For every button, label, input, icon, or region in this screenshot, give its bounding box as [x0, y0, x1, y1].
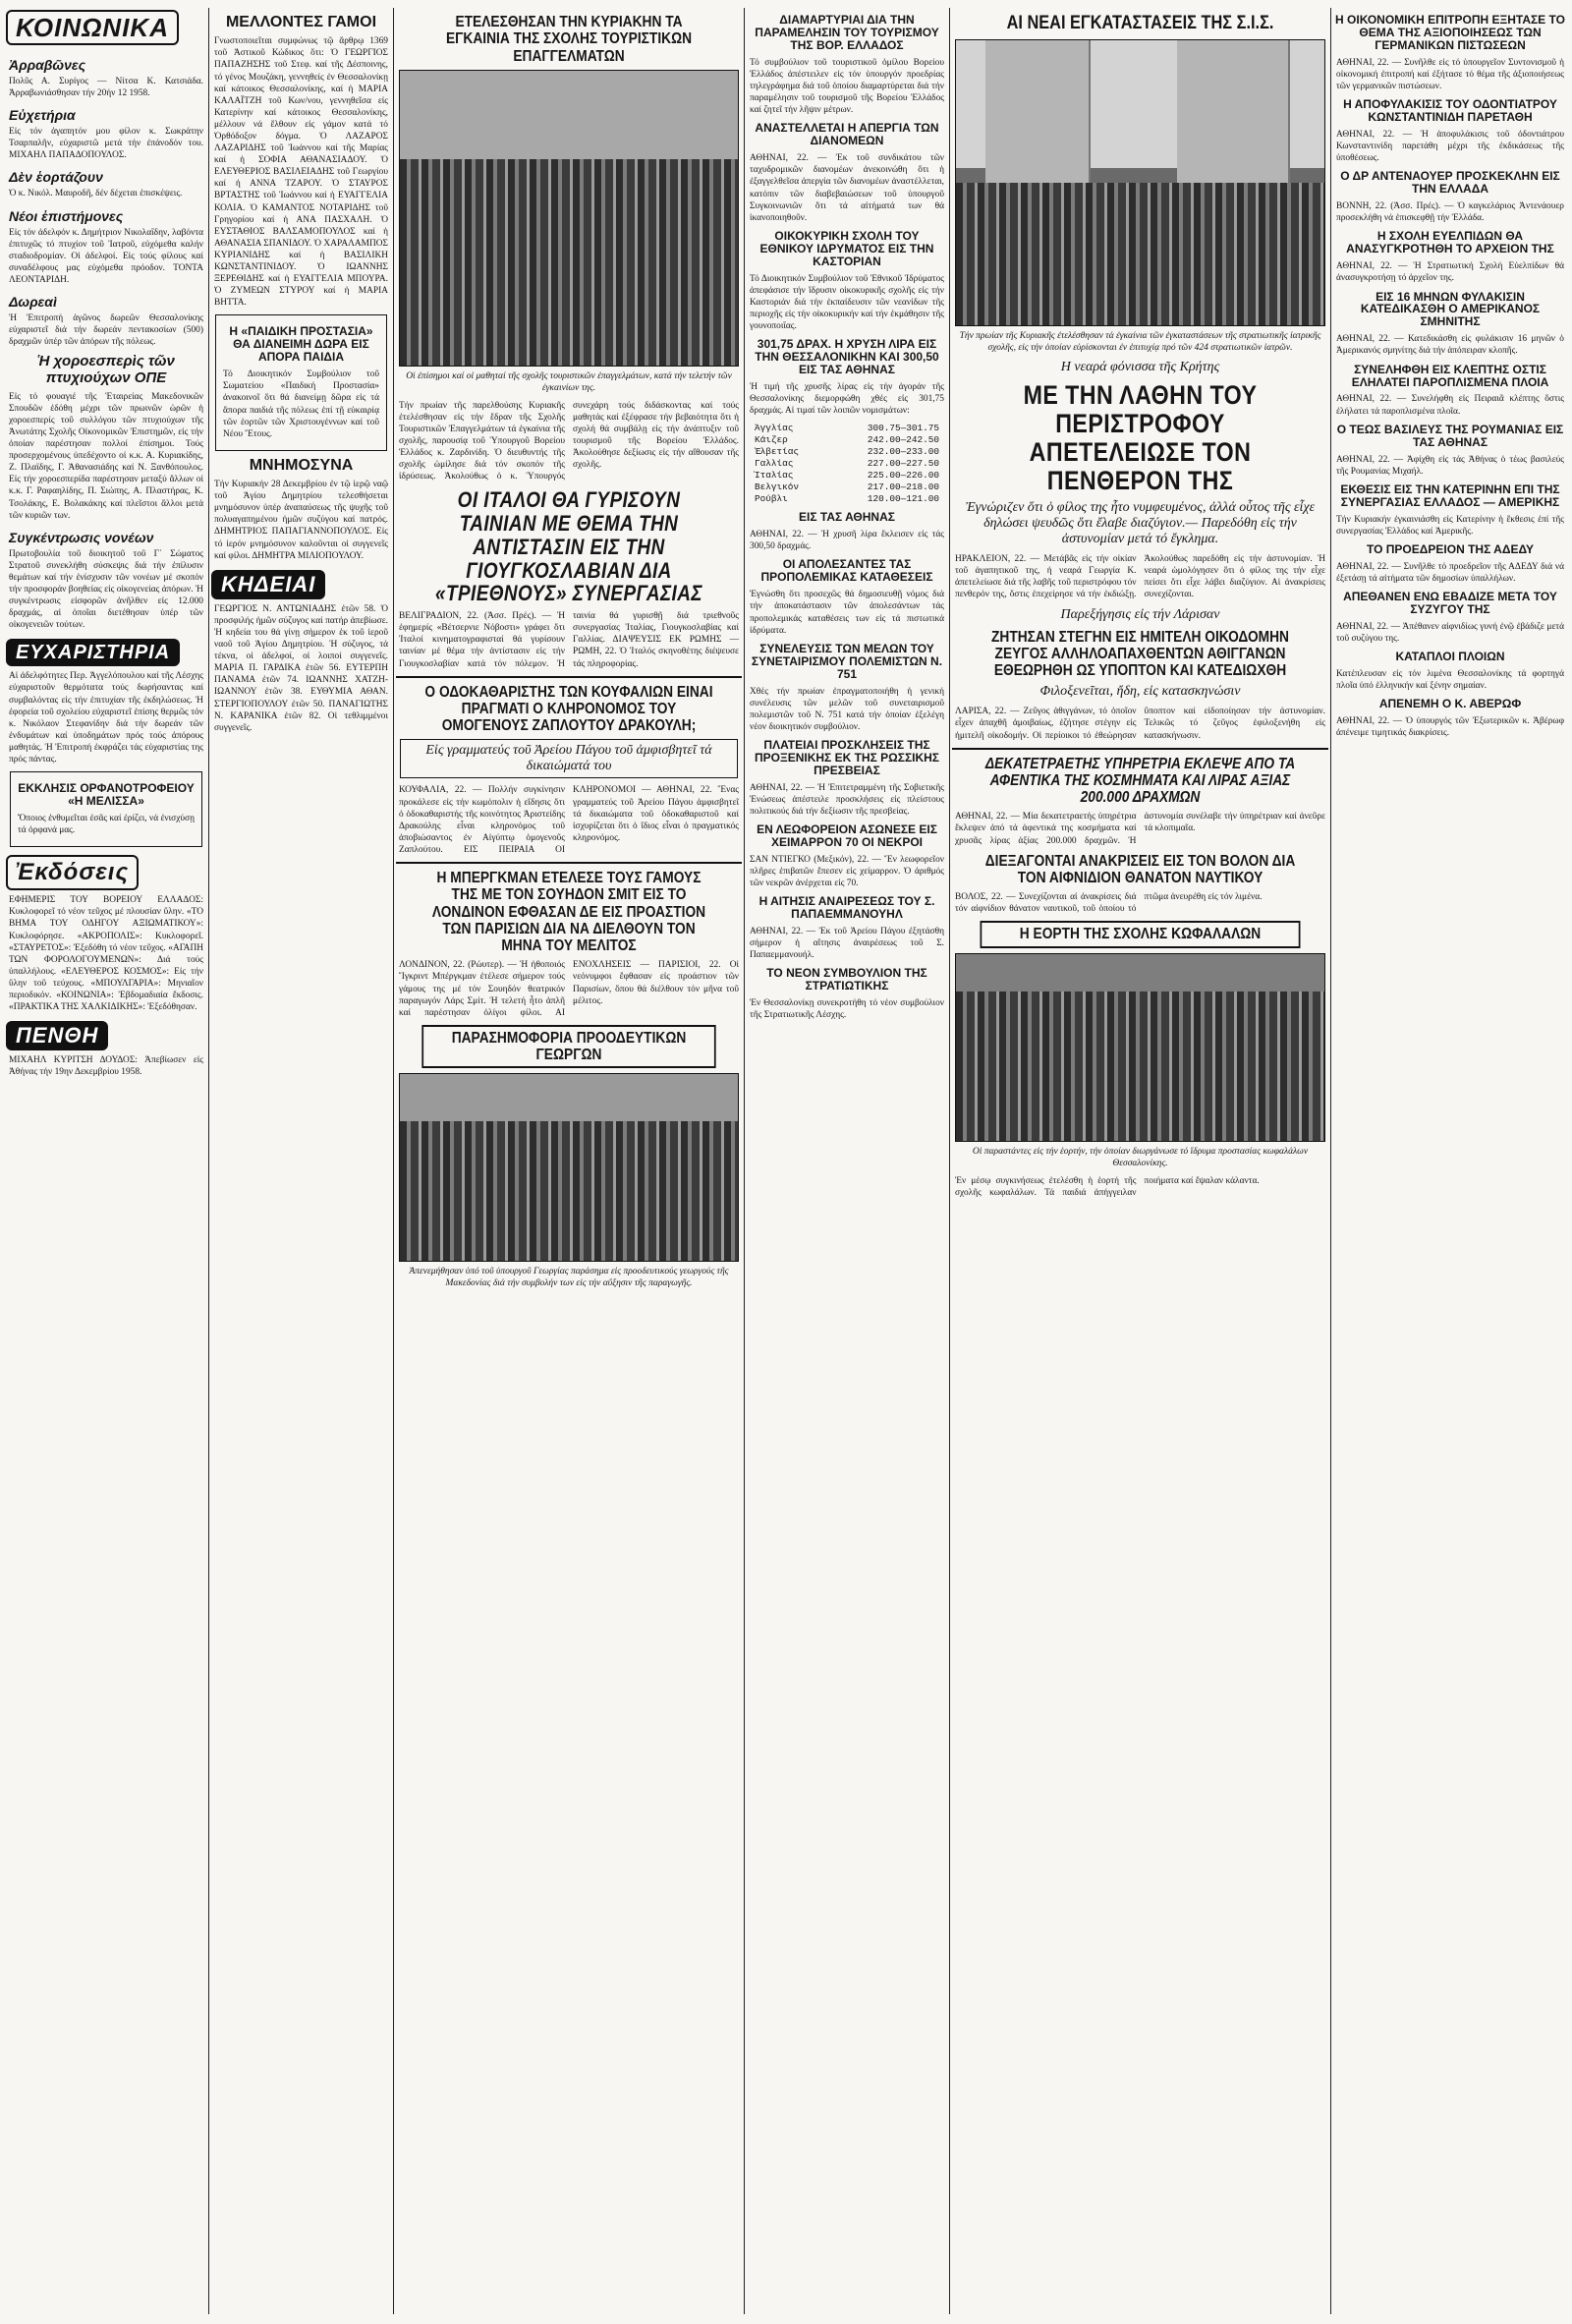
heading-appeal: Η ΑΙΤΗΣΙΣ ΑΝΑΙΡΕΣΕΩΣ ΤΟΥ Σ. ΠΑΠΑΕΜΜΑΝΟΥΗΛ: [758, 894, 935, 922]
text-dance: Εἰς τό φουαγιέ τῆς Ἑταιρείας Μακεδονικῶν Σπουδῶν ἐδόθη μέχρι τῶν πρωινῶν ὡρῶν ἡ χοροεσπερίς τοῦ συλλόγου τῶν πτυχιούχων τῆς Ἀνωτάτης Σχολῆς Οἰκονομικῶν Ἐπιστημῶν, εἰς τήν ὁποίαν παρέστησαν πολλοί ἐπίσημοι. Τούς προσερχομένους ὑπεδέχοντο οἱ κ.κ. Α. Κυριακίδης, Ζ. Πλαϊδης, Γ. Ἀθανασιάδης καί Ν. Ξανθόπουλος. Εἰς τήν χοροεσπερίδα παρέστησαν μεταξύ ἄλλων οἱ κ.κ. Γ. Ραφαηλίδης, Π. Σιώπης, Α. Πλαστήρας, Κ. Τσολάκης, Ε. Βολακάκης καί πλεῖστοι ἄλλοι μετά τῶν κυριῶν των.: [9, 391, 203, 521]
text-ships: Κατέπλευσαν εἰς τόν λιμένα Θεσσαλονίκης τά φορτηγά πλοῖα ὑπό ἑλληνικήν καί ξένην σημαίαν.: [1336, 669, 1564, 692]
currency-row: Ἰταλίας 225.00—226.00: [755, 470, 939, 482]
text-engagements: Πολῦς Α. Συρίγος — Νίτσα Κ. Κατσιάδα. Ἀρραβωνιάσθησαν τήν 20ήν 12 1958.: [9, 77, 203, 99]
text-thief: ΑΘΗΝΑΙ, 22. — Συνελήφθη εἰς Πειραιᾶ κλέπτης ὅστις ἐλήλατει τά παροπλισμένα πλοῖα.: [1336, 394, 1564, 417]
text-wishes: Εἰς τόν ἀγαπητόν μου φίλον κ. Σωκράτην Τσαρπαλῆν, εὐχαριστῶ μετά τήν ἐπάνοδόν του. ΜΙΧΑΗΛ ΠΑΠΑΔΟΠΟΥΛΟΣ.: [9, 127, 203, 161]
heading-memorials: ΜΝΗΜΟΣΥΝΑ: [249, 456, 354, 474]
caption-farmers: Ἀπενεμήθησαν ὑπό τοῦ ὑπουργοῦ Γεωργίας παράσημα εἰς προοδευτικούς γεωργούς τῆς Μακεδονίας διά τήν συμβολήν των εἰς τήν αὔξησιν τῆς παραγωγῆς.: [409, 1267, 729, 1289]
heading-sis: ΑΙ ΝΕΑΙ ΕΓΚΑΤΑΣΤΑΣΕΙΣ ΤΗΣ Σ.Ι.Σ.: [1006, 13, 1274, 33]
text-cadets: ΑΘΗΝΑΙ, 22. — Ἡ Στρατιωτική Σχολή Εὐελπίδων θά ἀνασυγκροτήσῃ τό ἀρχεῖον της.: [1336, 261, 1564, 284]
heading-thief: ΣΥΝΕΛΗΦΘΗ ΕΙΣ ΚΛΕΠΤΗΣ ΟΣΤΙΣ ΕΛΗΛΑΤΕΙ ΠΑΡΟΠΛΙΣΜΕΝΑ ΠΛΟΙΑ: [1351, 362, 1549, 389]
text-not-celebrating: Ὁ κ. Νικόλ. Μαυροδῆ, δέν δέχεται ἐπισκέψεις.: [9, 189, 183, 199]
currency-row: Βελγικόν 217.00—218.00: [755, 482, 939, 493]
farmers-photo: [399, 1073, 739, 1262]
heading-wishes: Εὐχετήρια: [9, 107, 76, 124]
heading-tourism-school: ΕΤΕΛΕΣΘΗΣΑΝ ΤΗΝ ΚΥΡΙΑΚΗΝ ΤΑ ΕΓΚΑΙΝΙΑ ΤΗΣ ΣΧΟΛΗΣ ΤΟΥΡΙΣΤΙΚΩΝ ΕΠΑΓΓΕΛΜΑΤΩΝ: [445, 14, 693, 65]
text-strike: ΑΘΗΝΑΙ, 22. — Ἐκ τοῦ συνδικάτου τῶν ταχυδρομικῶν διανομέων ἀνεκοινώθη ὅτι ἡ ἐξαγγελθεῖσα ἀπεργία τῶν διανομέων ἀναστέλλεται, κατόπιν τῶν διαβεβαιώσεων τοῦ ὑπουργοῦ Συγκοινωνιῶν ὅτι τά αἰτήματά των θά ἱκανοποιηθοῦν.: [750, 153, 944, 223]
heading-farmers: ΠΑΡΑΣΗΜΟΦΟΡΙΑ ΠΡΟΟΔΕΥΤΙΚΩΝ ΓΕΩΡΓΩΝ: [421, 1025, 715, 1069]
heading-deaf-school: Η ΕΟΡΤΗ ΤΗΣ ΣΧΟΛΗΣ ΚΩΦΑΛΑΛΩΝ: [981, 921, 1301, 947]
tourism-school-photo: [399, 70, 739, 367]
caption-deaf-school: Οἱ παραστάντες εἰς τήν ἑορτήν, τήν ὁποίαν διωργάνωσε τό ἵδρυμα προστασίας κωφαλάλων Θεσσαλονίκης.: [972, 1146, 1309, 1168]
text-averof: ΑΘΗΝΑΙ, 22. — Ὁ ὑπουργός τῶν Ἐξωτερικῶν κ. Ἀβέρωφ ἀπένειμε τιμητικάς διακρίσεις.: [1336, 716, 1564, 739]
text-gold-pound: Ἡ τιμή τῆς χρυσῆς λίρας εἰς τήν ἀγοράν τῆς Θεσσαλονίκης διεμορφώθη χθές εἰς 301,75 δραχμάς. Αἱ τιμαί τῶν λοιπῶν νομισμάτων:: [750, 381, 944, 417]
funerals-masthead: ΚΗΔΕΙΑΙ: [211, 570, 325, 599]
caption-tourism-school: Οἱ ἐπίσημοι καί οἱ μαθηταί τῆς σχολῆς τουριστικῶν ἐπαγγελμάτων, κατά τήν τελετήν τῶν ἐγκαινίων της.: [406, 370, 732, 393]
sis-photo: [955, 39, 1325, 326]
text-dentist: ΑΘΗΝΑΙ, 22. — Ἡ ἀποφυλάκισις τοῦ ὀδοντιάτρου Κωνσταντινίδη παρετάθη μέχρι τῆς ἐκδικάσεως τῆς ὑποθέσεως.: [1336, 130, 1564, 164]
currency-row: Ἑλβετίας 232.00—233.00: [755, 446, 939, 458]
heading-bus: ΕΝ ΛΕΩΦΟΡΕΙΟΝ ΑΣΩΝΕΣΕ ΕΙΣ ΧΕΙΜΑΡΡΟΝ 70 ΟΙ ΝΕΚΡΟΙ: [757, 822, 937, 850]
text-invitations: ΑΘΗΝΑΙ, 22. — Ἡ Ἐπιτετραμμένη τῆς Σοβιετικῆς Ἑνώσεως ἀπέστειλε προσκλήσεις εἰς πλείστους πολιτικούς διά τήν δεξίωσιν τῆς πρεσβείας.: [750, 782, 944, 817]
currency-row: Ρούβλι 120.00—121.00: [755, 493, 939, 505]
column-rule: [208, 8, 209, 2314]
text-deposits: Ἐγνώσθη ὅτι προσεχῶς θά δημοσιευθῇ νόμος διά τήν ἀποκατάστασιν τῶν ἀπολεσάντων τάς προπολεμικάς καταθέσεις των εἰς τά πιστωτικά ἱδρύματα.: [750, 590, 944, 636]
text-protests: Τό συμβούλιον τοῦ τουριστικοῦ ὁμίλου Βορείου Ἑλλάδος ἀπέστειλεν εἰς τόν ὑπουργόν προεδρίας τηλεγράφημα διά τοῦ ὁποίου διαμαρτύρεται διά τήν παραμέλησιν τοῦ τουρισμοῦ τῆς Βορείου Ἑλλάδος καί ζητεῖ τήν λῆψιν μέτρων.: [750, 57, 944, 116]
text-cooperative: Χθές τήν πρωίαν ἐπραγματοποιήθη ἡ γενική συνέλευσις τῶν μελῶν τοῦ συνεταιρισμοῦ πολεμιστῶν τοῦ Ν. 751 κατά τήν ὁποίαν ἐξελέγη νέον διοικητικόν συμβούλιον.: [750, 686, 944, 732]
column-briefs: [1333, 8, 1567, 2314]
text-died: ΑΘΗΝΑΙ, 22. — Ἀπέθανεν αἰφνιδίως γυνή ἐνῷ ἐβάδιζε μετά τοῦ συζύγου της.: [1336, 621, 1564, 644]
heading-romania: Ο ΤΕΩΣ ΒΑΣΙΛΕΥΣ ΤΗΣ ΡΟΥΜΑΝΙΑΣ ΕΙΣ ΤΑΣ ΑΘΗΝΑΣ: [1336, 422, 1564, 449]
label-larisa: Παρεξήγησις εἰς τήν Λάρισαν: [1060, 606, 1220, 622]
text-bergman: ΛΟΝΔΙΝΟΝ, 22. (Ρώυτερ). — Ἡ ἠθοποιός Ἴγκριντ Μπέργκμαν ἐτέλεσε σήμερον τούς γάμους της μέ τόν Σουηδόν θεατρικόν παραγωγόν Λάρς Σμίτ. Ἡ τελετή ἦτο ἁπλῆ καί παρέστησαν ὀλίγοι φίλοι. ΑΙ ΕΝΟΧΛΗΣΕΙΣ — ΠΑΡΙΣΙΟΙ, 22. Οἱ νεόνυμφοι ἔφθασαν εἰς προάστιον τῶν Παρισίων, ὅπου θά διέλθουν τόν μῆνα τοῦ μέλιτος.: [399, 960, 739, 1018]
orphanage-text: Ὅποιος ἐνθυμεῖται ἐσᾶς καί ἐρίζει, νά ἐνισχύσῃ τά ὀρφανά μας.: [18, 814, 195, 836]
text-publications: ΕΦΗΜΕΡΙΣ ΤΟΥ ΒΟΡΕΙΟΥ ΕΛΛΑΔΟΣ: Κυκλοφορεῖ τό νέον τεῦχος μέ πλουσίαν ὕλην. «ΤΟ ΒΗΜΑ ΤΟΥ ΟΔΗΓΟΥ ΑΞΙΩΜΑΤΙΚΟΥ»: Κυκλοφόρησε. «ΑΚΡΟΠΟΛΙΣ»: Κυκλοφορεῖ. «ΣΤΑΥΡΕΤΟΣ»: Ἐξεδόθη τό νέον τεῦχος. «ΑΓΑΠΗ ΤΩΝ ΦΟΡΟΛΟΓΟΥΜΕΝΩΝ»: Διά τούς ὑπαλλήλους. «ΕΛΕΥΘΕΡΟΣ ΚΟΣΜΟΣ»: Εἰς τήν ὕλην τοῦ τεύχους. «ΜΠΟΥΛΓΑΡΙΑ»: Μηνιαῖον περιοδικόν. «ΚΟΙΝΩΝΙΑ»: Ἑβδομαδιαία ἔκδοσις. «ΠΡΑΚΤΙΚΑ ΤΗΣ ΧΑΛΚΙΔΙΚΗΣ»: Ἐξεδόθησαν.: [9, 895, 203, 1013]
text-economic: ΑΘΗΝΑΙ, 22. — Συνῆλθε εἰς τό ὑπουργεῖον Συντονισμοῦ ἡ οἰκονομική ἐπιτροπή καί ἐξήτασε τό θέμα τῆς ἀξιοποιήσεως τῶν γερμανικῶν πιστώσεων.: [1336, 57, 1564, 92]
column-main-left: [396, 8, 742, 2314]
caption-sis: Τήν πρωίαν τῆς Κυριακῆς ἐτελέσθησαν τά ἐγκαίνια τῶν ἐγκαταστάσεων τῆς στρατιωτικῆς ἰατρικῆς σχολῆς, εἰς τήν ὁποίαν εὑρίσκονται ἐν ἐπιτυχίᾳ πρό τῶν 424 στρατιωτικῶν ἰατρῶν.: [959, 330, 1321, 353]
text-romania: ΑΘΗΝΑΙ, 22. — Ἀφίχθη εἰς τάς Ἀθήνας ὁ τέως βασιλεύς τῆς Ρουμανίας Μιχαήλ.: [1336, 454, 1564, 477]
text-weddings: Γνωστοποιεῖται συμφώνως τῷ ἄρθρῳ 1369 τοῦ Ἀστικοῦ Κώδικος ὅτι: Ὁ ΓΕΩΡΓΙΟΣ ΠΑΠΑΖΗΣΗΣ τοῦ Στεφ. καί τῆς Δέσποινης, τό γένος Μουζάκη, γεννηθείς ἐν Θεσσαλονίκῃ καί κάτοικος Θεσσαλονίκης, καί ἡ ΜΑΡΙΑ ΚΑΛΑΪΤΖΗ τοῦ Κων/νου, γεννηθεῖσα εἰς Κατερίνην καί κάτοικος Θεσσαλονίκης, μέλλουν νά ἔλθουν εἰς γάμον κατά τό Ὀρθόδοξον δόγμα. Ὁ ΛΑΖΑΡΟΣ ΛΑΖΑΡΙΔΗΣ τοῦ Ἰωάννου καί τῆς Μαρίας καί ἡ ΣΟΦΙΑ ΑΘΑΝΑΣΙΑΔΟΥ. Ὁ ΕΛΕΥΘΕΡΙΟΣ ΒΑΣΙΛΕΙΑΔΗΣ τοῦ Γεωργίου καί ἡ ΑΝΝΑ ΤΖΑΡΟΥ. Ὁ ΣΤΑΥΡΟΣ ΒΡΤΑΣΤΗΣ τοῦ Ἰωάννου καί ἡ ΕΥΑΓΓΕΛΙΑ ΚΟΛΙΑ. Ὁ ΚΑΜΑΝΤΟΣ ΝΟΤΑΡΙΔΗΣ τοῦ Γρηγορίου καί ἡ ΑΝΑ ΠΑΣΧΑΛΗ. Ὁ ΕΥΣΤΑΘΙΟΣ ΒΑΛΣΑΜΟΠΟΥΛΟΣ καί ἡ ΑΘΑΝΑΣΙΑ ΣΠΑΝΙΔΟΥ. Ὁ ΧΑΡΑΛΑΜΠΟΣ ΚΥΡΙΑΝΙΔΗΣ καί ἡ ΒΑΣΙΛΙΚΗ ΚΩΝΣΤΑΝΤΙΝΙΔΟΥ. Ὁ ΙΩΑΝΝΗΣ ΞΕΡΕΘΙΔΗΣ καί ἡ ΕΥΑΓΓΕΛΙΑ ΜΠΟΥΡΑ. Ὁ ΖΥΜΕΩΝ ΣΤΥΡΟΥ καί ἡ ΜΑΡΙΑ ΒΗΤΤΑ.: [214, 36, 388, 309]
heading-crete: ΜΕ ΤΗΝ ΛΑΘΗΝ ΤΟΥ ΠΕΡΙΣΤΡΟΦΟΥ ΑΠΕΤΕΛΕΙΩΣΕ ΤΟΝ ΠΕΝΘΕΡΟΝ ΤΗΣ: [1023, 379, 1258, 495]
publications-masthead: Ἐκδόσεις: [6, 855, 139, 890]
text-larisa: ΛΑΡΙΣΑ, 22. — Ζεῦγος ἀθιγγάνων, τό ὁποῖον εἶχεν ἀπαχθῆ ἀμοιβαίως, ἐζήτησε στέγην εἰς ἡμιτελῆ οἰκοδομήν. Οἱ περίοικοι τό ἐθεώρησαν ὕποπτον καί εἰδοποίησαν τήν ἀστυνομίαν. Τελικῶς τό ζεῦγος ἐφιλοξενήθη εἰς κατασκήνωσιν.: [955, 707, 1325, 741]
heading-strike: ΑΝΑΣΤΕΛΛΕΤΑΙ Η ΑΠΕΡΓΙΑ ΤΩΝ ΔΙΑΝΟΜΕΩΝ: [755, 121, 939, 148]
currency-row: Κάιζερ 242.00—242.50: [755, 434, 939, 446]
text-home-school: Τό Διοικητικόν Συμβούλιον τοῦ Ἐθνικοῦ Ἱδρύματος ἀπεφάσισε τήν ἵδρυσιν οἰκοκυρικῆς σχολῆς εἰς τήν Καστοριάν διά τήν ἐκπαίδευσιν τῶν νεανίδων τῆς περιοχῆς εἰς τήν οἰκοκυρικήν καί τήν ἐκμάθησιν τῆς γουνοποιΐας.: [750, 273, 944, 332]
text-maid: ΑΘΗΝΑΙ, 22. — Μία δεκατετραετής ὑπηρέτρια ἔκλεψεν ἀπό τά ἀφεντικά της κοσμήματα καί χρυσᾶς λίρας ἀξίας 200.000 δραχμῶν. Ἡ ἀστυνομία συνέλαβε τήν ὑπηρέτριαν καί ἀνεῦρε τά κλοπιμαῖα.: [955, 812, 1325, 846]
text-athens: ΑΘΗΝΑΙ, 22. — Ἡ χρυσῆ λίρα ἔκλεισεν εἰς τάς 300,50 δραχμάς.: [750, 530, 944, 552]
heading-engagements: Ἀρραβῶνες: [9, 57, 86, 73]
heading-larisa: ΖΗΤΗΣΑΝ ΣΤΕΓΗΝ ΕΙΣ ΗΜΙΤΕΛΗ ΟΙΚΟΔΟΜΗΝ ΖΕΥΓΟΣ ΑΛΛΗΛΟΑΠΑΧΘΕΝΤΩΝ ΑΘΙΓΓΑΝΩΝ ΕΘΕΩΡΗΘΗ ΩΣ ΥΠΟΠΤΟΝ ΚΑΙ ΚΑΤΕΔΙΩΧΘΗ: [990, 628, 1289, 680]
heading-italians: ΟΙ ΙΤΑΛΟΙ ΘΑ ΓΥΡΙΣΟΥΝ ΤΑΙΝΙΑΝ ΜΕ ΘΕΜΑ ΤΗΝ ΑΝΤΙΣΤΑΣΙΝ ΕΙΣ ΤΗΝ ΓΙΟΥΓΚΟΣΛΑΒΙΑΝ ΔΙΑ «ΤΡΙΕΘΝΟΥΣ» ΣΥΝΕΡΓΑΣΙΑΣ: [435, 487, 702, 606]
text-adenauer: ΒΟΝΝΗ, 22. (Ἀσσ. Πρές). — Ὁ καγκελάριος Ἀντενάουερ προσεκλήθη νά ἐπισκεφθῇ τήν Ἑλλάδα.: [1336, 201, 1564, 224]
heading-donations: Δωρεαὶ: [9, 294, 57, 311]
heading-maid: ΔΕΚΑΤΕΤΡΑΕΤΗΣ ΥΠΗΡΕΤΡΙΑ ΕΚΛΕΨΕ ΑΠΟ ΤΑ ΑΦΕΝΤΙΚΑ ΤΗΣ ΚΟΣΜΗΜΑΤΑ ΚΑΙ ΛΙΡΑΣ ΑΞΙΑΣ 200.000 ΔΡΑΧΜΩΝ: [984, 755, 1296, 807]
column-rule: [744, 8, 745, 2314]
heading-athens: ΕΙΣ ΤΑΣ ΑΘΗΝΑΣ: [799, 510, 895, 525]
subheading-street-sweeper: Εἰς γραμματεύς τοῦ Ἀρείου Πάγου τοῦ ἀμφισβητεῖ τά δικαιώματά του: [400, 739, 738, 778]
text-memorials: Τήν Κυριακήν 28 Δεκεμβρίου ἐν τῷ ἱερῷ ναῷ τοῦ Ἁγίου Δημητρίου τελεσθήσεται μνημόσυνον ὑπέρ ἀναπαύσεως τῆς ψυχῆς τοῦ πολυαγαπημένου ἡμῶν συζύγου καί πατρός. ΔΗΜΗΤΡΙΟΣ ΠΑΠΑΓΙΑΝΝΟΠΟΥΛΟΣ. Εἰς τό ἱερόν μνημόσυνον καλοῦνται οἱ συγγενεῖς καί φίλοι. ΔΗΜΗΤΡΑ ΜΙΛΙΟΠΟΥΛΟΥ.: [214, 480, 388, 561]
heading-protests: ΔΙΑΜΑΡΤΥΡΙΑΙ ΔΙΑ ΤΗΝ ΠΑΡΑΜΕΛΗΣΙΝ ΤΟΥ ΤΟΥΡΙΣΜΟΥ ΤΗΣ ΒΟΡ. ΕΛΛΑΔΟΣ: [755, 13, 939, 52]
text-funerals: ΓΕΩΡΓΙΟΣ Ν. ΑΝΤΩΝΙΑΔΗΣ ἐτῶν 58. Ὁ προσφιλής ἡμῶν σύζυγος καί πατήρ ἀπεβίωσε. Ἡ κηδεία του θά γίνῃ σήμερον ἐκ τοῦ ἱεροῦ ναοῦ τοῦ Ἁγίου Δημητρίου. Ἡ σύζυγος, τά τέκνα, οἱ ἀδελφοί, οἱ λοιποί συγγενεῖς. ΜΑΡΙΑ Π. ΓΑΡΔΙΚΑ ἐτῶν 56. ΕΥΤΕΡΠΗ ΠΑΝΑΜΑ ἐτῶν 74. ΙΩΑΝΝΗΣ ΧΑΤΖΗ-ΙΩΑΝΝΟΥ ἐτῶν 38. ΕΥΘΥΜΙΑ ΑΘΑΝ. ΣΤΕΡΓΙΟΠΟΥΛΟΥ ἐτῶν 50. ΠΑΝΑΓΙΩΤΗΣ Ν. ΚΑΡΑΝΙΚΑ ἐτῶν 82. Οἱ τεθλιμμένοι συγγενεῖς.: [214, 603, 388, 733]
heading-deposits: ΟΙ ΑΠΟΛΕΣΑΝΤΕΣ ΤΑΣ ΠΡΟΠΟΛΕΜΙΚΑΣ ΚΑΤΑΘΕΣΕΙΣ: [760, 557, 933, 585]
text-tourism-school: Τήν πρωίαν τῆς παρελθούσης Κυριακῆς ἐτελέσθησαν εἰς τήν ἔδραν τῆς Σχολῆς Τουριστικῶν Ἐπαγγελμάτων τά ἐγκαίνια τῆς σχολῆς, παρουσίᾳ τοῦ Ὑπουργοῦ Βορείου Ἑλλάδος κ. Ζαρδινίδη. Ὁ διευθυντής τῆς σχολῆς ὡμίλησε διά τόν σκοπόν τῆς ἱδρύσεως. Ἀκολούθως ὁ κ. Ὑπουργός συνεχάρη τούς διδάσκοντας καί τούς μαθητάς καί ἐξέφρασε τήν βεβαιότητα ὅτι ἡ σχολή θά συμβάλῃ εἰς τήν ἀνάπτυξιν τοῦ τουρισμοῦ τῆς Βορείου Ἑλλάδος. Ἀκολούθησε δεξίωσις εἰς τήν αἴθουσαν τῆς σχολῆς.: [399, 400, 739, 482]
text-volos: ΒΟΛΟΣ, 22. — Συνεχίζονται αἱ ἀνακρίσεις διά τόν αἰφνίδιον θάνατον ναυτικοῦ, τοῦ ὁποίου τό πτῶμα ἀνευρέθη εἰς τόν λιμένα.: [955, 892, 1263, 915]
text-meeting: Πρωτοβουλία τοῦ διοικητοῦ τοῦ Γ΄ Σώματος Στρατοῦ συνεκλήθη σύσκεψις διά τήν ἐπίλυσιν θεμάτων καί τήν ἐνίσχυσιν τῶν νονέων μέ σκοπόν τήν προσφοράν βοηθείας εἰς οἰκογενείας ἀπόρων. Ἡ συγκέντρωσις εἰσφορῶν ἀνῆλθεν εἰς 12.000 δραχμάς, αἱ ὁποῖαι διετέθησαν ὑπέρ τῶν οἰκογενειῶν τούτων.: [9, 548, 203, 631]
heading-not-celebrating: Δὲν ἑορτάζουν: [9, 169, 103, 186]
heading-exhibition: ΕΚΘΕΣΙΣ ΕΙΣ ΤΗΝ ΚΑΤΕΡΙΝΗΝ ΕΠΙ ΤΗΣ ΣΥΝΕΡΓΑΣΙΑΣ ΕΛΛΑΔΟΣ — ΑΜΕΡΙΚΗΣ: [1340, 482, 1560, 509]
heading-gold-pound: 301,75 ΔΡΑΧ. Η ΧΡΥΣΗ ΛΙΡΑ ΕΙΣ ΤΗΝ ΘΕΣΣΑΛΟΝΙΚΗΝ ΚΑΙ 300,50 ΕΙΣ ΤΑΣ ΑΘΗΝΑΣ: [755, 337, 939, 377]
subheading-crete: Ἐγνώριζεν ὅτι ὁ φίλος της ἦτο νυμφευμένος, ἀλλά οὗτος τῆς εἶχε δηλώσει ψευδῶς ὅτι ἔλαβε διαζύγιον.— Παρεδόθη εἰς τήν ἀστυνομίαν μετά τό ἔγκλημα.: [965, 500, 1316, 547]
currency-row: Ἀγγλίας 300.75—301.75: [755, 423, 939, 434]
heading-adedy: ΤΟ ΠΡΟΕΔΡΕΙΟΝ ΤΗΣ ΑΔΕΔΥ: [1366, 541, 1534, 556]
heading-meeting: Συγκέντρωσις νονέων: [9, 529, 154, 545]
currency-row: Γαλλίας 227.00—227.50: [755, 458, 939, 470]
text-deaf-school: Ἐν μέσῳ συγκινήσεως ἐτελέσθη ἡ ἑορτή τῆς σχολῆς κωφαλάλων. Τά παιδιά ἀπήγγειλαν ποιήματα καί ἔψαλαν κάλαντα.: [955, 1175, 1260, 1198]
heading-cadets: Η ΣΧΟΛΗ ΕΥΕΛΠΙΔΩΝ ΘΑ ΑΝΑΣΥΓΚΡΟΤΗΘΗ ΤΟ ΑΡΧΕΙΟΝ ΤΗΣ: [1346, 229, 1554, 256]
heading-bergman: Η ΜΠΕΡΓΚΜΑΝ ΕΤΕΛΕΣΕ ΤΟΥΣ ΓΑΜΟΥΣ ΤΗΣ ΜΕ ΤΟΝ ΣΟΥΗΔΟΝ ΣΜΙΤ ΕΙΣ ΤΟ ΛΟΝΔΙΝΟΝ ΕΦΘΑΣΑΝ ΔΕ ΕΙΣ ΠΡΟΑΣΤΙΟΝ ΤΩΝ ΠΑΡΙΣΙΩΝ ΔΙΑ ΝΑ ΔΙΕΛΘΟΥΝ ΤΟΝ ΜΗΝΑ ΤΟΥ ΜΕΛΙΤΟΣ: [431, 870, 706, 955]
heading-weddings: ΜΕΛΛΟΝΤΕΣ ΓΑΜΟΙ: [225, 14, 377, 30]
deaf-school-photo: [955, 953, 1325, 1142]
heading-died: ΑΠΕΘΑΝΕΝ ΕΝΩ ΕΒΑΔΙΖΕ ΜΕΤΑ ΤΟΥ ΣΥΖΥΓΟΥ ΤΗΣ: [1343, 589, 1557, 616]
column-rule: [1330, 8, 1331, 2314]
heading-averof: ΑΠΕΝΕΜΗ Ο Κ. ΑΒΕΡΩΦ: [1378, 697, 1522, 711]
heading-adenauer: Ο ΔΡ ΑΝΤΕΝΑΟΥΕΡ ΠΡΟΣΚΕΚΛΗΝ ΕΙΣ ΤΗΝ ΕΛΛΑΔΑ: [1340, 169, 1560, 197]
currency-table: [755, 423, 939, 505]
orphanage-box: [10, 771, 202, 847]
heading-children: Η «ΠΑΙΔΙΚΗ ΠΡΟΣΤΑΣΙΑ» ΘΑ ΔΙΑΝΕΙΜΗ ΔΩΡΑ ΕΙΣ ΑΠΟΡΑ ΠΑΙΔΙΑ: [229, 324, 373, 365]
text-appeal: ΑΘΗΝΑΙ, 22. — Ἐκ τοῦ Ἀρείου Πάγου ἐξητάσθη σήμερον ἡ αἴτησις ἀναιρέσεως τοῦ Σ. Παπαεμμανουήλ.: [750, 927, 944, 961]
text-crete: ΗΡΑΚΛΕΙΟΝ, 22. — Μετάβᾶς εἰς τήν οἰκίαν τοῦ ἀγαπητικοῦ της, ἡ νεαρά Γεωργία Κ. ἀπετελείωσε διά τῆς λαβῆς τοῦ περιστρόφου τόν πενθερόν της, ὅστις ἐπεχείρησε νά τήν ἐκδιώξῃ. Ἀκολούθως παρεδόθη εἰς τήν ἀστυνομίαν. Ἡ νεαρά ὡμολόγησεν ὅτι ὁ φίλος της τήν εἶχε πείσει ὅτι εἶχε λάβει διαζύγιον. Αἱ ἀνακρίσεις συνεχίζονται.: [955, 554, 1325, 600]
text-bus: ΣΑΝ ΝΤΙΕΓΚΟ (Μεξικόν), 22. — Ἕν λεωφορεῖον πλῆρες ἐπιβατῶν ἔπεσεν εἰς χείμαρρον. Ὁ ἀριθμός τῶν νεκρῶν ἀνέρχεται εἰς 70.: [750, 854, 944, 889]
heading-council: ΤΟ ΝΕΟΝ ΣΥΜΒΟΥΛΙΟΝ ΤΗΣ ΣΤΡΑΤΙΩΤΙΚΗΣ: [766, 966, 927, 993]
social-masthead: ΚΟΙΝΩΝΙΚΑ: [6, 10, 179, 45]
text-children: Τό Διοικητικόν Συμβούλιον τοῦ Σωματείου «Παιδική Προστασία» ἀνακοινοῖ ὅτι θά διανείμῃ δῶρα εἰς τά ἄπορα παιδιά τῆς πόλεως ἐπί τῇ εὐκαιρίᾳ τῶν ἑορτῶν τῶν Χριστουγέννων καί τοῦ Νέου Ἔτους.: [223, 369, 379, 439]
thanks-masthead: ΕΥΧΑΡΙΣΤΗΡΙΑ: [6, 639, 180, 666]
subheading-larisa: Φιλοξενεῖται, ἤδη, εἰς κατασκηνώσιν: [1039, 684, 1241, 700]
heading-street-sweeper: Ο ΟΔΟΚΑΘΑΡΙΣΤΗΣ ΤΩΝ ΚΟΥΦΑΛΙΩΝ ΕΙΝΑΙ ΠΡΑΓΜΑΤΙ Ο ΚΛΗΡΟΝΟΜΟΣ ΤΟΥ ΟΜΟΓΕΝΟΥΣ ΖΑΠΛΟΥΤΟΥ ΔΡΑΚΟΥΛΗ;: [424, 683, 713, 735]
column-rule: [393, 8, 394, 2314]
column-announcements: [211, 8, 391, 2314]
heading-home-school: ΟΙΚΟΚΥΡΙΚΗ ΣΧΟΛΗ ΤΟΥ ΕΘΝΙΚΟΥ ΙΔΡΥΜΑΤΟΣ ΕΙΣ ΤΗΝ ΚΑΣΤΟΡΙΑΝ: [759, 228, 934, 268]
heading-invitations: ΠΛΑΤΕΙΑΙ ΠΡΟΣΚΛΗΣΕΙΣ ΤΗΣ ΠΡΟΞΕΝΙΚΗΣ ΕΚ ΤΗΣ ΡΩΣΣΙΚΗΣ ΠΡΕΣΒΕΙΑΣ: [754, 737, 940, 777]
column-rule: [949, 8, 950, 2314]
heading-dance: Ἡ χοροεσπερὶς τῶν πτυχιούχων ΟΠΕ: [37, 353, 175, 386]
text-thanks: Αἱ ἀδελφότητες Περ. Ἀγγελόπουλου καί τῆς Λέσχης εὐχαριστοῦν θερμότατα τούς δωρήσαντας καί συμβαλόντας εἰς τήν ἐπιτυχίαν τῆς ἐκδηλώσεως. Ἡ ἐφορεία τοῦ σχολείου εὐχαριστεῖ ἐπίσης θερμῶς τόν κ. Νικόλαον Στεφανίδην διά τήν δωρεάν τῶν ἐνδυμάτων καί ὑποδημάτων πρός τούς ἀπόρους μαθητάς. Ἡ Ἐπιτροπή ἐκφράζει τάς εὐχαριστίας της πρός πάντας.: [9, 671, 203, 765]
heading-ships: ΚΑΤΑΠΛΟΙ ΠΛΟΙΩΝ: [1395, 650, 1505, 664]
heading-volos: ΔΙΕΞΑΓΟΝΤΑΙ ΑΝΑΚΡΙΣΕΙΣ ΕΙΣ ΤΟΝ ΒΟΛΟΝ ΔΙΑ ΤΟΝ ΑΙΦΝΙΔΙΟΝ ΘΑΝΑΤΟΝ ΝΑΥΤΙΚΟΥ: [984, 852, 1296, 886]
text-italians: ΒΕΛΙΓΡΑΔΙΟΝ, 22. (Ἀσσ. Πρές). — Ἡ ἐφημερίς «Βέτσερνιε Νόβοστι» γράφει ὅτι Ἰταλοί κινηματογραφισταί θά γυρίσουν ταινίαν μέ θέμα τήν ἀντίστασιν εἰς τήν Γιουγκοσλαβίαν κατά τόν πόλεμον. Ἡ ταινία θά γυρισθῇ διά τριεθνοῦς συνεργασίας Ἰταλίας, Γιουγκοσλαβίας καί Γαλλίας. ΔΙΑΨΕΥΣΙΣ ΕΚ ΡΩΜΗΣ — ΡΩΜΗ, 22. Ὁ Ἰταλός σκηνοθέτης διέψευσε τάς πληροφορίας.: [399, 611, 739, 669]
orphanage-title: ΕΚΚΛΗΣΙΣ ΟΡΦΑΝΟΤΡΟΦΕΙΟΥ «Η ΜΕΛΙΣΣΑ»: [18, 781, 195, 809]
column-main-right: [952, 8, 1328, 2314]
label-crete: Η νεαρά φόνισσα τῆς Κρήτης: [1060, 359, 1220, 374]
text-council: Ἐν Θεσσαλονίκῃ συνεκροτήθη τό νέον συμβούλιον τῆς Στρατιωτικῆς Λέσχης.: [750, 998, 944, 1021]
text-mourning: ΜΙΧΑΗΛ ΚΥΡΙΤΣΗ ΔΟΥΔΟΣ: Ἀπεβίωσεν εἰς Ἀθήνας τήν 19ην Δεκεμβρίου 1958.: [9, 1055, 203, 1078]
text-adedy: ΑΘΗΝΑΙ, 22. — Συνῆλθε τό προεδρεῖον τῆς ΑΔΕΔΥ διά νά ἐξετάσῃ τά αἰτήματα τῶν δημοσίων ὑπαλλήλων.: [1336, 561, 1564, 584]
text-donations: Ἡ Ἐπιτροπή ἀγῶνος δωρεῶν Θεσσαλονίκης εὐχαριστεῖ διά τήν δωρεάν πεντακοσίων (500) δραχμῶν ὑπέρ τῶν ἀπόρων τῆς πόλεως.: [9, 313, 203, 348]
text-airman: ΑΘΗΝΑΙ, 22. — Κατεδικάσθη εἰς φυλάκισιν 16 μηνῶν ὁ Ἀμερικανός σμηνίτης διά τήν ἀπόπειραν κλοπῆς.: [1336, 334, 1564, 357]
children-box: [215, 314, 387, 450]
heading-airman: ΕΙΣ 16 ΜΗΝΩΝ ΦΥΛΑΚΙΣΙΝ ΚΑΤΕΔΙΚΑΣΘΗ Ο ΑΜΕΡΙΚΑΝΟΣ ΣΜΗΝΙΤΗΣ: [1360, 289, 1541, 329]
text-street-sweeper: ΚΟΥΦΑΛΙΑ, 22. — Πολλήν συγκίνησιν προκάλεσε εἰς τήν κωμόπολιν ἡ εἴδησις ὅτι ὁ ὁδοκαθαριστής τῆς κοινότητος Ἀριστείδης Δρακούλης εἶναι κληρονόμος τοῦ ἀποβιώσαντος ἐν Αἰγύπτῳ ὁμογενοῦς Ζαπλούτου. ΕΙΣ ΠΕΙΡΑΙΑ ΟΙ ΚΛΗΡΟΝΟΜΟΙ — ΑΘΗΝΑΙ, 22. Ἕνας γραμματεύς τοῦ Ἀρείου Πάγου ἀμφισβητεῖ τά δικαιώματα τοῦ ὁδοκαθαριστοῦ καί ἰσχυρίζεται ὅτι ὁ ἴδιος εἶναι ὁ πραγματικός κληρονόμος.: [399, 785, 739, 855]
heading-cooperative: ΣΥΝΕΛΕΥΣΙΣ ΤΩΝ ΜΕΛΩΝ ΤΟΥ ΣΥΝΕΤΑΙΡΙΣΜΟΥ ΠΟΛΕΜΙΣΤΩΝ Ν. 751: [751, 641, 943, 681]
heading-dentist: Η ΑΠΟΦΥΛΑΚΙΣΙΣ ΤΟΥ ΟΔΟΝΤΙΑΤΡΟΥ ΚΩΝΣΤΑΝΤΙΝΙΔΗ ΠΑΡΕΤΑΘΗ: [1343, 97, 1557, 125]
column-social: [6, 8, 206, 2314]
heading-new-scientists: Νέοι ἐπιστήμονες: [9, 207, 124, 224]
text-exhibition: Τήν Κυριακήν ἐγκαινιάσθη εἰς Κατερίνην ἡ ἔκθεσις ἐπί τῆς συνεργασίας Ἑλλάδος καί Ἀμερικῆς.: [1336, 514, 1564, 537]
column-news: [747, 8, 947, 2314]
heading-economic: Η ΟΙΚΟΝΟΜΙΚΗ ΕΠΙΤΡΟΠΗ ΕΞΗΤΑΣΕ ΤΟ ΘΕΜΑ ΤΗΣ ΑΞΙΟΠΟΙΗΣΕΩΣ ΤΩΝ ΓΕΡΜΑΝΙΚΩΝ ΠΙΣΤΩΣΕΩΝ: [1335, 13, 1565, 52]
text-new-scientists: Εἰς τόν ἀδελφόν κ. Δημήτριον Νικολαΐδην, λαβόντα ἐπιτυχῶς τό πτυχίον τοῦ Ἰατροῦ, εὐχόμεθα καλήν σταδιοδρομίαν. Οἱ ἀδελφοί. Εἰς τούς φίλους καί συναδέλφους μας εὐχόμεθα πρόοδον. ΤΟΝΤΑ ΛΕΟΝΤΑΡΙΔΗ.: [9, 227, 203, 285]
mourning-masthead: ΠΕΝΘΗ: [6, 1021, 108, 1050]
